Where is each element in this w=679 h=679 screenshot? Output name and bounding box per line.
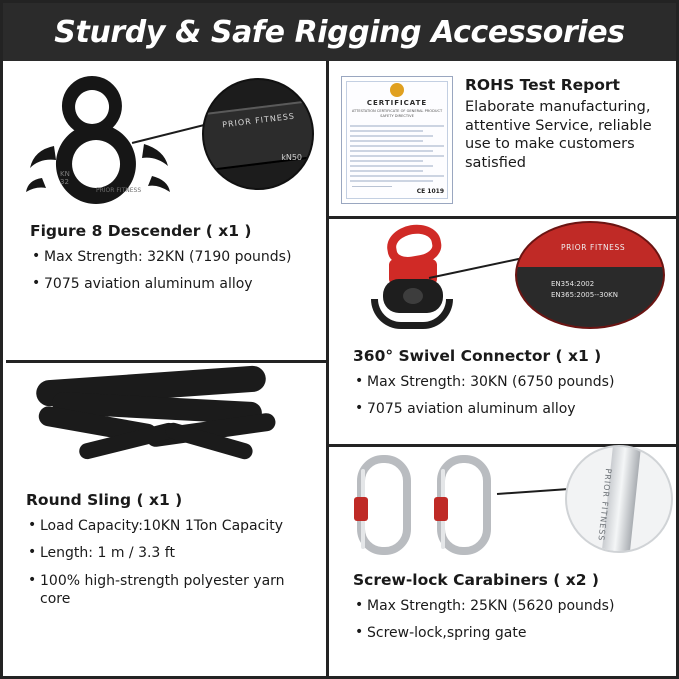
round-sling-illustration (26, 367, 296, 479)
certificate-heading: CERTIFICATE (366, 99, 428, 107)
list-item: • Max Strength: 30KN (6750 pounds) (353, 373, 669, 391)
svg-text:32: 32 (60, 178, 69, 186)
product-title: Round Sling ( x1 ) (26, 491, 183, 509)
list-item: • Max Strength: 32KN (7190 pounds) (30, 248, 314, 266)
figure-8-text-block (6, 216, 326, 294)
swivel-artwork (329, 219, 679, 339)
figure-8-detail-callout (202, 78, 314, 190)
list-item: • Screw-lock,spring gate (353, 624, 669, 642)
callout-brand-label: PRIOR FITNESS (561, 243, 626, 252)
product-title: 360° Swivel Connector ( x1 ) (353, 347, 602, 365)
rohs-body: Elaborate manufacturing, attentive Service, reliable use to make customers satisfied (465, 99, 652, 171)
certificate-signature-line (352, 177, 392, 187)
list-item: • 7075 aviation aluminum alloy (353, 400, 669, 418)
callout-spec-line-2: EN365:2005--30KN (551, 290, 618, 299)
certificate-ce-mark: CE 1019 (416, 188, 444, 195)
list-item: • 100% high-strength polyester yarn core (26, 572, 318, 609)
carabiner-screw-lock (434, 497, 448, 521)
round-sling-artwork (6, 363, 326, 485)
callout-brand-label: PRIOR FITNESS (221, 111, 296, 130)
figure-8-icon (24, 70, 204, 210)
page-title: Sturdy & Safe Rigging Accessories (54, 14, 625, 50)
certificate-image (341, 76, 453, 204)
callout-spec-line-1: EN354:2002 (551, 280, 595, 288)
round-sling-text-block (6, 485, 326, 609)
product-card-carabiners (329, 447, 679, 679)
carabiner-icon (357, 455, 411, 555)
svg-text:PRIOR FITNESS: PRIOR FITNESS (96, 187, 142, 194)
product-card-round-sling (6, 363, 326, 679)
carabiner-icon (437, 455, 491, 555)
product-card-figure-8-descender (6, 64, 326, 360)
product-card-swivel-connector (329, 219, 679, 444)
callout-engraving-label: PRIOR FITNESS (596, 468, 613, 542)
certificate-seal-icon (390, 83, 404, 97)
callout-spec-label (551, 279, 618, 300)
list-item: • Load Capacity:10KN 1Ton Capacity (26, 517, 318, 535)
carabiner-artwork (329, 447, 679, 565)
swivel-illustration (353, 223, 483, 335)
callout-rating-label: kN50 (281, 153, 302, 162)
rohs-title: ROHS Test Report (465, 76, 620, 94)
swivel-detail-callout (515, 221, 665, 329)
header-banner (3, 3, 676, 61)
rohs-report-card (329, 64, 679, 216)
rohs-text-block (465, 76, 665, 216)
product-title: Screw-lock Carabiners ( x2 ) (353, 571, 600, 589)
carabiner-detail-callout (565, 445, 673, 553)
swivel-text-block (329, 339, 679, 419)
carabiner-screw-lock (354, 497, 368, 521)
product-bullets (353, 597, 669, 643)
carabiner-illustration (351, 449, 551, 561)
carabiner-text-block (329, 565, 679, 643)
certificate-text-lines (350, 125, 444, 185)
product-bullets (30, 248, 314, 294)
product-title: Figure 8 Descender ( x1 ) (30, 222, 252, 240)
list-item: • 7075 aviation aluminum alloy (30, 275, 314, 293)
figure-8-illustration (24, 70, 204, 210)
product-bullets (26, 517, 318, 609)
list-item: • Length: 1 m / 3.3 ft (26, 544, 318, 562)
swivel-hook (371, 299, 453, 329)
figure-8-artwork (6, 64, 326, 216)
svg-text:KN: KN (60, 170, 70, 178)
list-item: • Max Strength: 25KN (5620 pounds) (353, 597, 669, 615)
certificate-subheading: ATTESTATION CERTIFICATE OF GENERAL PRODUCT SAFETY DIRECTIVE (351, 109, 443, 118)
product-bullets (353, 373, 669, 419)
